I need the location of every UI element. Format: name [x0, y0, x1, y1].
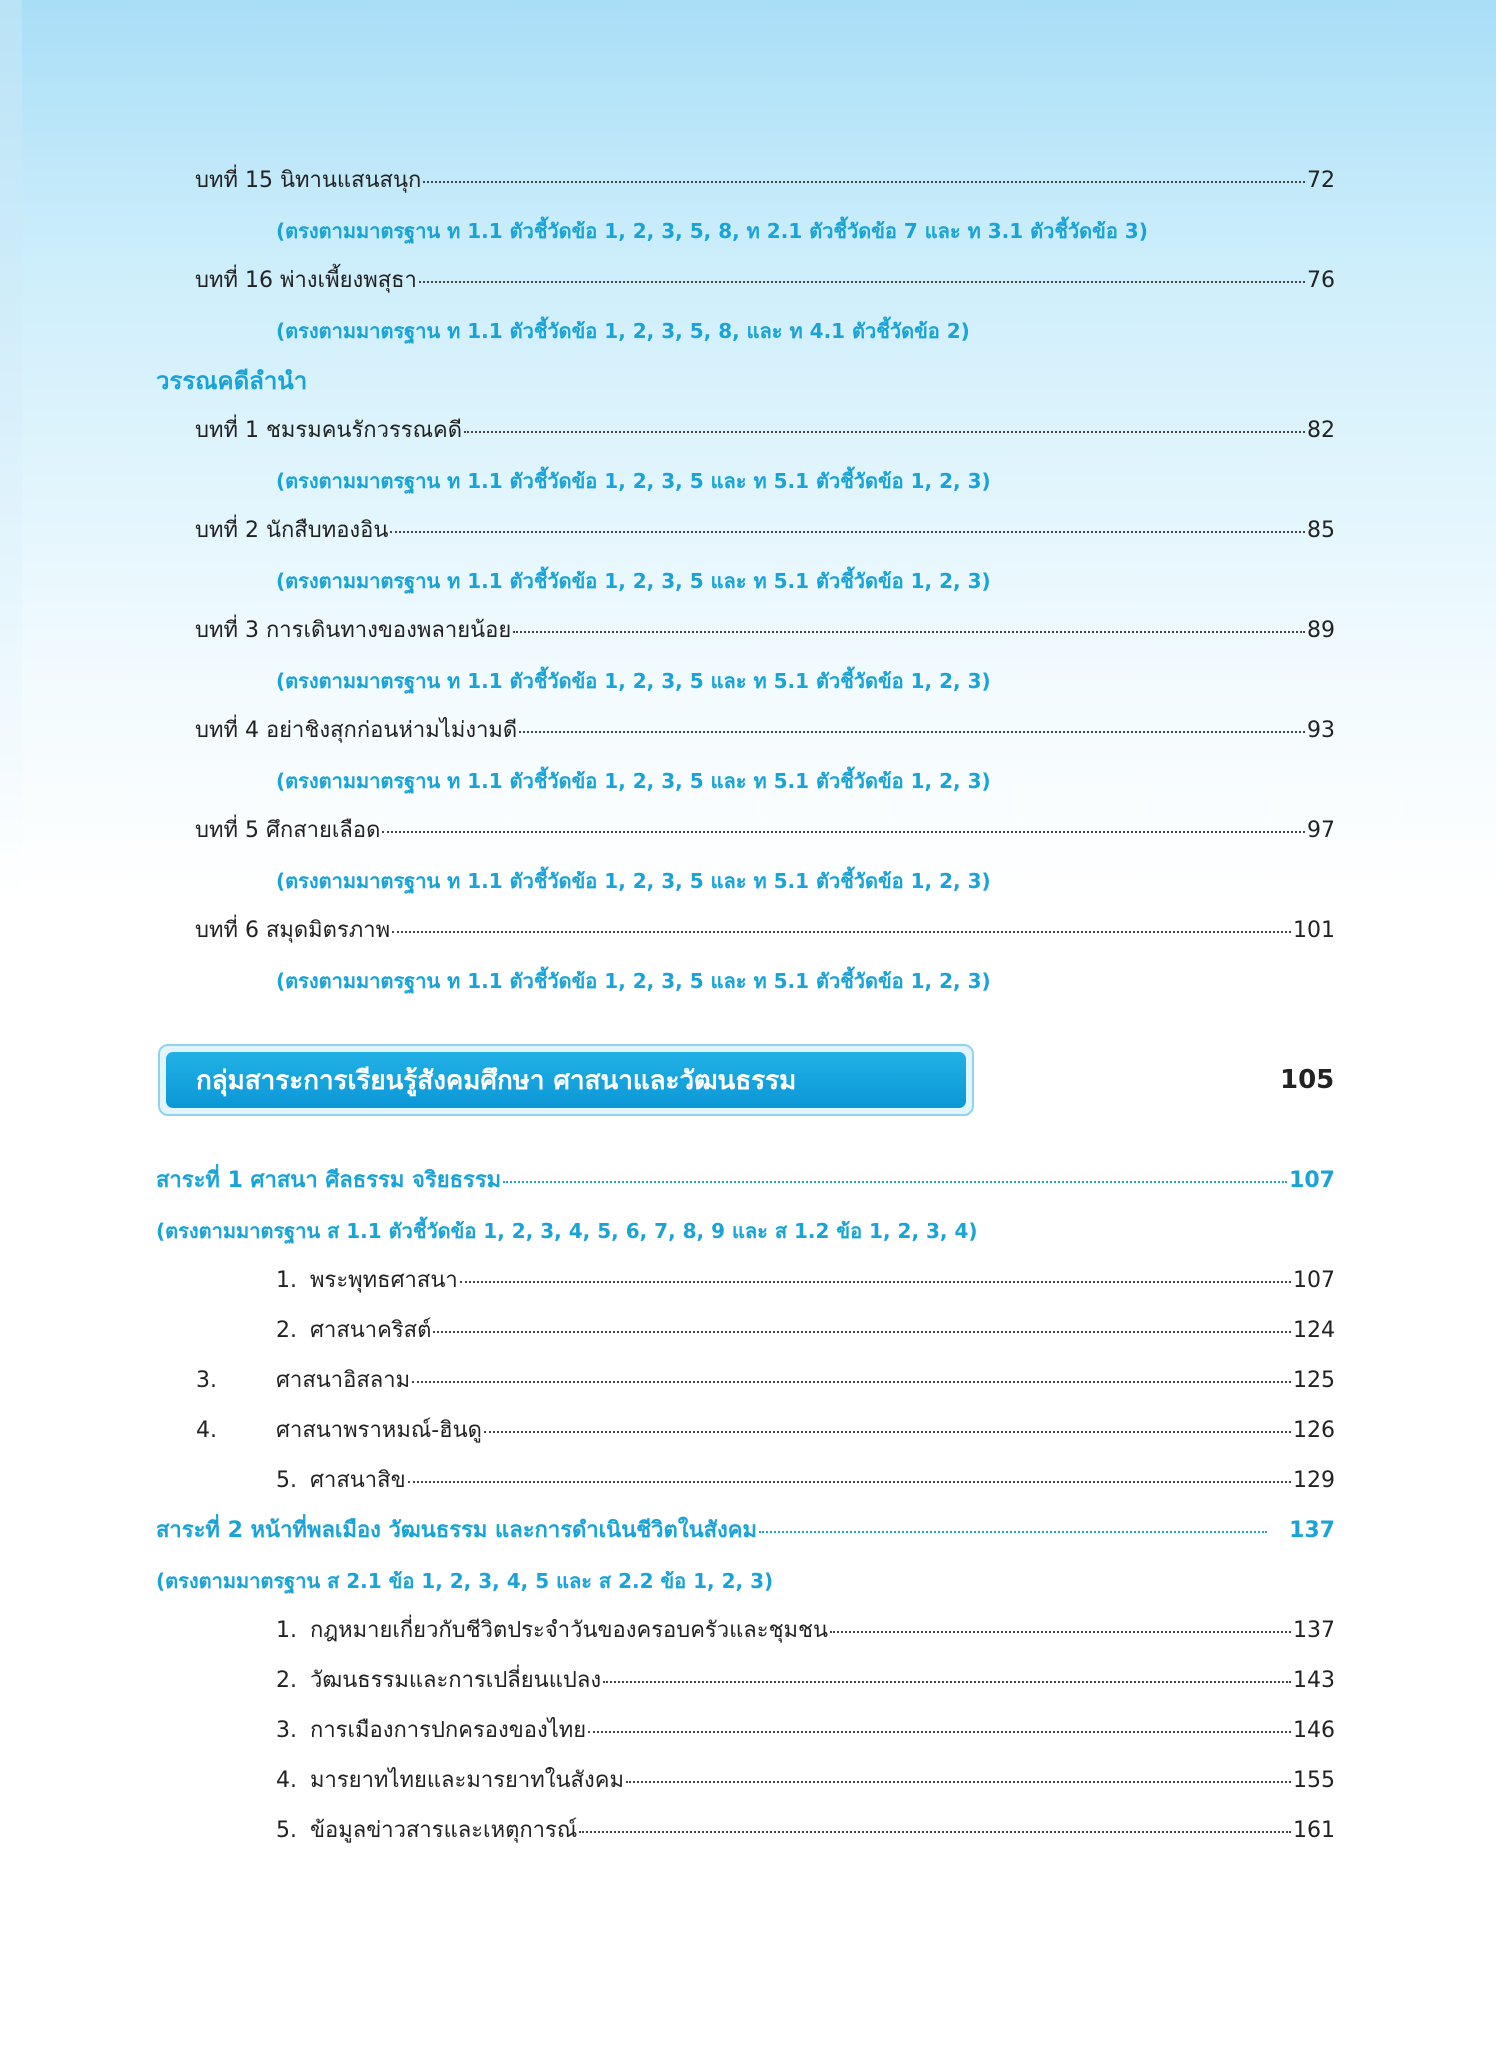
toc-entry-lesson-16[interactable]: [0, 256, 1496, 306]
standard-note: (ตรงตามมาตรฐาน ส 2.1 ข้อ 1, 2, 3, 4, 5 และ ส 2.2 ข้อ 1, 2, 3): [156, 1569, 774, 1593]
dot-leader: [626, 1781, 1291, 1783]
standard-note: (ตรงตามมาตรฐาน ท 1.1 ตัวชี้วัดข้อ 1, 2, 3, 5 และ ท 5.1 ตัวชี้วัดข้อ 1, 2, 3): [276, 569, 991, 593]
dot-leader: [464, 431, 1305, 433]
toc-entry-lesson-15[interactable]: [0, 156, 1496, 206]
standard-note: (ตรงตามมาตรฐาน ส 1.1 ตัวชี้วัดข้อ 1, 2, 3, 4, 5, 6, 7, 8, 9 และ ส 1.2 ข้อ 1, 2, 3, 4): [156, 1219, 978, 1243]
toc-item-strand2-2[interactable]: [0, 1656, 1496, 1706]
toc-item-strand1-2[interactable]: [0, 1306, 1496, 1356]
entry-page: 72: [1307, 168, 1335, 193]
item-label: ข้อมูลข่าวสารและเหตุการณ์: [310, 1818, 578, 1843]
strand-page: 137: [1289, 1518, 1335, 1543]
dot-leader: [513, 631, 1305, 633]
item-label: วัฒนธรรมและการเปลี่ยนแปลง: [310, 1668, 602, 1693]
strand-title: สาระที่ 1 ศาสนา ศีลธรรม จริยธรรม: [156, 1168, 502, 1193]
entry-page: 76: [1307, 268, 1335, 293]
standard-note: (ตรงตามมาตรฐาน ท 1.1 ตัวชี้วัดข้อ 1, 2, 3, 5 และ ท 5.1 ตัวชี้วัดข้อ 1, 2, 3): [276, 469, 991, 493]
item-page: 155: [1293, 1768, 1335, 1793]
item-number: 1.: [276, 1268, 297, 1293]
dot-leader: [588, 1731, 1291, 1733]
item-label: ศาสนาสิข: [310, 1468, 406, 1493]
entry-label: บทที่ 15 นิทานแสนสนุก: [195, 168, 422, 193]
item-label: กฎหมายเกี่ยวกับชีวิตประจำวันของครอบครัวและชุมชน: [310, 1618, 828, 1643]
toc-item-strand1-3[interactable]: [0, 1356, 1496, 1406]
toc-item-strand1-1[interactable]: [0, 1256, 1496, 1306]
entry-label: บทที่ 16 พ่างเพี้ยงพสุธา: [195, 268, 417, 293]
toc-entry-literature-4[interactable]: [0, 706, 1496, 756]
toc-entry-strand-2[interactable]: [0, 1506, 1496, 1556]
banner-title: กลุ่มสาระการเรียนรู้สังคมศึกษา ศาสนาและวัฒนธรรม: [166, 1052, 966, 1108]
entry-page: 93: [1307, 718, 1335, 743]
item-page: 125: [1293, 1368, 1335, 1393]
item-number: 4.: [196, 1418, 217, 1443]
dot-leader: [433, 1331, 1291, 1333]
entry-label: บทที่ 4 อย่าชิงสุกก่อนห่ามไม่งามดี: [195, 718, 518, 743]
standard-note: (ตรงตามมาตรฐาน ท 1.1 ตัวชี้วัดข้อ 1, 2, 3, 5 และ ท 5.1 ตัวชี้วัดข้อ 1, 2, 3): [276, 869, 991, 893]
item-number: 3.: [196, 1368, 217, 1393]
banner-page-number: 105: [1280, 1065, 1335, 1095]
dot-leader: [390, 531, 1305, 533]
item-label: ศาสนาอิสลาม: [276, 1368, 411, 1393]
section-heading-literature: วรรณคดีลำนำ: [156, 367, 308, 395]
dot-leader: [830, 1631, 1291, 1633]
dot-leader: [519, 731, 1305, 733]
toc-item-strand1-5[interactable]: [0, 1456, 1496, 1506]
toc-entry-literature-3[interactable]: [0, 606, 1496, 656]
dot-leader: [460, 1281, 1291, 1283]
dot-leader: [759, 1531, 1267, 1533]
dot-leader: [408, 1481, 1291, 1483]
entry-page: 101: [1293, 918, 1335, 943]
item-number: 4.: [276, 1768, 297, 1793]
item-number: 5.: [276, 1818, 297, 1843]
toc-item-strand2-3[interactable]: [0, 1706, 1496, 1756]
standard-note: (ตรงตามมาตรฐาน ท 1.1 ตัวชี้วัดข้อ 1, 2, 3, 5 และ ท 5.1 ตัวชี้วัดข้อ 1, 2, 3): [276, 969, 991, 993]
entry-page: 97: [1307, 818, 1335, 843]
item-number: 1.: [276, 1618, 297, 1643]
item-page: 126: [1293, 1418, 1335, 1443]
toc-item-strand2-1[interactable]: [0, 1606, 1496, 1656]
entry-label: บทที่ 5 ศึกสายเลือด: [195, 818, 381, 843]
item-number: 2.: [276, 1668, 297, 1693]
entry-label: บทที่ 2 นักสืบทองอิน: [195, 518, 389, 543]
item-page: 161: [1293, 1818, 1335, 1843]
dot-leader: [503, 1181, 1287, 1183]
item-label: ศาสนาคริสต์: [310, 1318, 432, 1343]
item-page: 146: [1293, 1718, 1335, 1743]
item-page: 143: [1293, 1668, 1335, 1693]
item-page: 137: [1293, 1618, 1335, 1643]
toc-entry-literature-5[interactable]: [0, 806, 1496, 856]
item-page: 129: [1293, 1468, 1335, 1493]
toc-item-strand2-5[interactable]: [0, 1806, 1496, 1856]
entry-label: บทที่ 3 การเดินทางของพลายน้อย: [195, 618, 512, 643]
dot-leader: [603, 1681, 1291, 1683]
item-number: 5.: [276, 1468, 297, 1493]
item-label: การเมืองการปกครองของไทย: [310, 1718, 587, 1743]
toc-item-strand2-4[interactable]: [0, 1756, 1496, 1806]
dot-leader: [382, 831, 1305, 833]
item-label: พระพุทธศาสนา: [310, 1268, 458, 1293]
dot-leader: [412, 1381, 1291, 1383]
item-label: ศาสนาพราหมณ์-ฮินดู: [276, 1418, 482, 1443]
item-page: 124: [1293, 1318, 1335, 1343]
item-page: 107: [1293, 1268, 1335, 1293]
toc-item-strand1-4[interactable]: [0, 1406, 1496, 1456]
dot-leader: [579, 1831, 1291, 1833]
item-number: 2.: [276, 1318, 297, 1343]
item-number: 3.: [276, 1718, 297, 1743]
dot-leader: [484, 1431, 1291, 1433]
entry-page: 89: [1307, 618, 1335, 643]
standard-note: (ตรงตามมาตรฐาน ท 1.1 ตัวชี้วัดข้อ 1, 2, 3, 5 และ ท 5.1 ตัวชี้วัดข้อ 1, 2, 3): [276, 769, 991, 793]
dot-leader: [423, 181, 1305, 183]
dot-leader: [419, 281, 1305, 283]
entry-label: บทที่ 1 ชมรมคนรักวรรณคดี: [195, 418, 462, 443]
toc-entry-strand-1[interactable]: [0, 1156, 1496, 1206]
strand-page: 107: [1289, 1168, 1335, 1193]
toc-entry-literature-1[interactable]: [0, 406, 1496, 456]
entry-page: 82: [1307, 418, 1335, 443]
subject-group-banner[interactable]: [158, 1044, 974, 1116]
entry-label: บทที่ 6 สมุดมิตรภาพ: [195, 918, 391, 943]
dot-leader: [392, 931, 1291, 933]
strand-title: สาระที่ 2 หน้าที่พลเมือง วัฒนธรรม และการดำเนินชีวิตในสังคม: [156, 1518, 757, 1543]
toc-entry-literature-6[interactable]: [0, 906, 1496, 956]
toc-entry-literature-2[interactable]: [0, 506, 1496, 556]
item-label: มารยาทไทยและมารยาทในสังคม: [310, 1768, 624, 1793]
standard-note: (ตรงตามมาตรฐาน ท 1.1 ตัวชี้วัดข้อ 1, 2, 3, 5 และ ท 5.1 ตัวชี้วัดข้อ 1, 2, 3): [276, 669, 991, 693]
standard-note: (ตรงตามมาตรฐาน ท 1.1 ตัวชี้วัดข้อ 1, 2, 3, 5, 8, ท 2.1 ตัวชี้วัดข้อ 7 และ ท 3.1 ตัวชี้วัดข้อ 3): [276, 219, 1148, 243]
standard-note: (ตรงตามมาตรฐาน ท 1.1 ตัวชี้วัดข้อ 1, 2, 3, 5, 8, และ ท 4.1 ตัวชี้วัดข้อ 2): [276, 319, 970, 343]
entry-page: 85: [1307, 518, 1335, 543]
